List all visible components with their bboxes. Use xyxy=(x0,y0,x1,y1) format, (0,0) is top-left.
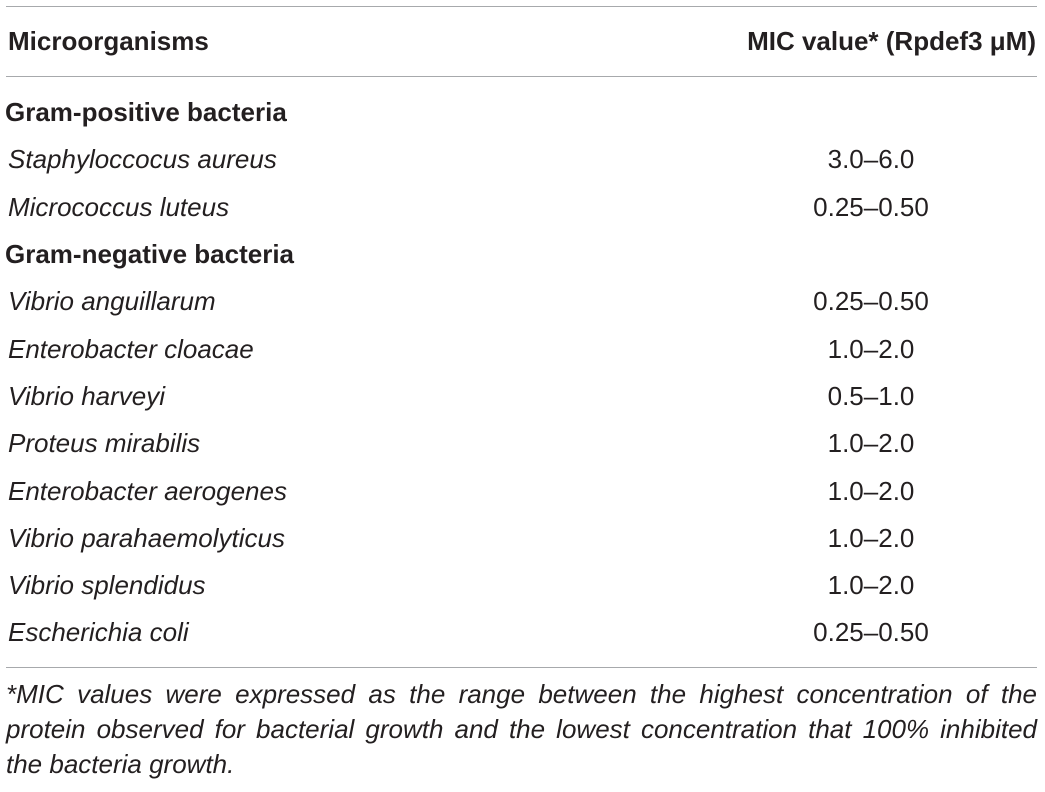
organism-name: Vibrio parahaemolyticus xyxy=(8,523,285,553)
header-mic-value: MIC value* (Rpdef3 μM) xyxy=(747,26,1036,56)
table-header-row xyxy=(0,21,1045,61)
table-row xyxy=(0,612,1045,652)
table-row xyxy=(0,329,1045,369)
organism-name: Proteus mirabilis xyxy=(8,428,201,458)
organism-name: Escherichia coli xyxy=(8,617,189,647)
mic-value: 1.0–2.0 xyxy=(827,570,915,600)
header-microorganisms: Microorganisms xyxy=(8,26,209,56)
mic-value: 0.25–0.50 xyxy=(813,286,929,316)
organism-name: Enterobacter cloacae xyxy=(8,334,254,364)
mic-value: 3.0–6.0 xyxy=(827,144,915,174)
table-footnote: *MIC values were expressed as the range between the highest concentration of the protein observed for bacterial growth and the lowest concentration that 100% inhibited the bacteria growth. xyxy=(6,679,1037,779)
table-row xyxy=(0,376,1045,416)
organism-name: Micrococcus luteus xyxy=(8,192,230,222)
mic-value: 1.0–2.0 xyxy=(827,334,915,364)
bottom-rule xyxy=(6,667,1037,668)
table-row xyxy=(0,471,1045,511)
section-heading-gram-positive xyxy=(0,92,1045,132)
table-row xyxy=(0,139,1045,179)
mic-value: 0.25–0.50 xyxy=(813,192,929,222)
organism-name: Staphyloccocus aureus xyxy=(8,144,277,174)
table-row xyxy=(0,187,1045,227)
table-row xyxy=(0,281,1045,321)
section-heading-gram-negative xyxy=(0,234,1045,274)
mic-value: 1.0–2.0 xyxy=(827,428,915,458)
organism-name: Vibrio splendidus xyxy=(8,570,206,600)
organism-name: Vibrio anguillarum xyxy=(8,286,216,316)
table-row xyxy=(0,423,1045,463)
mic-value: 0.5–1.0 xyxy=(827,381,915,411)
organism-name: Enterobacter aerogenes xyxy=(8,476,287,506)
section-title: Gram-positive bacteria xyxy=(5,97,287,127)
organism-name: Vibrio harveyi xyxy=(8,381,166,411)
mic-value: 0.25–0.50 xyxy=(813,617,929,647)
table-row xyxy=(0,565,1045,605)
header-rule xyxy=(6,76,1037,77)
mic-value: 1.0–2.0 xyxy=(827,523,915,553)
top-rule xyxy=(6,6,1037,7)
mic-value: 1.0–2.0 xyxy=(827,476,915,506)
table-row xyxy=(0,518,1045,558)
section-title: Gram-negative bacteria xyxy=(5,239,295,269)
